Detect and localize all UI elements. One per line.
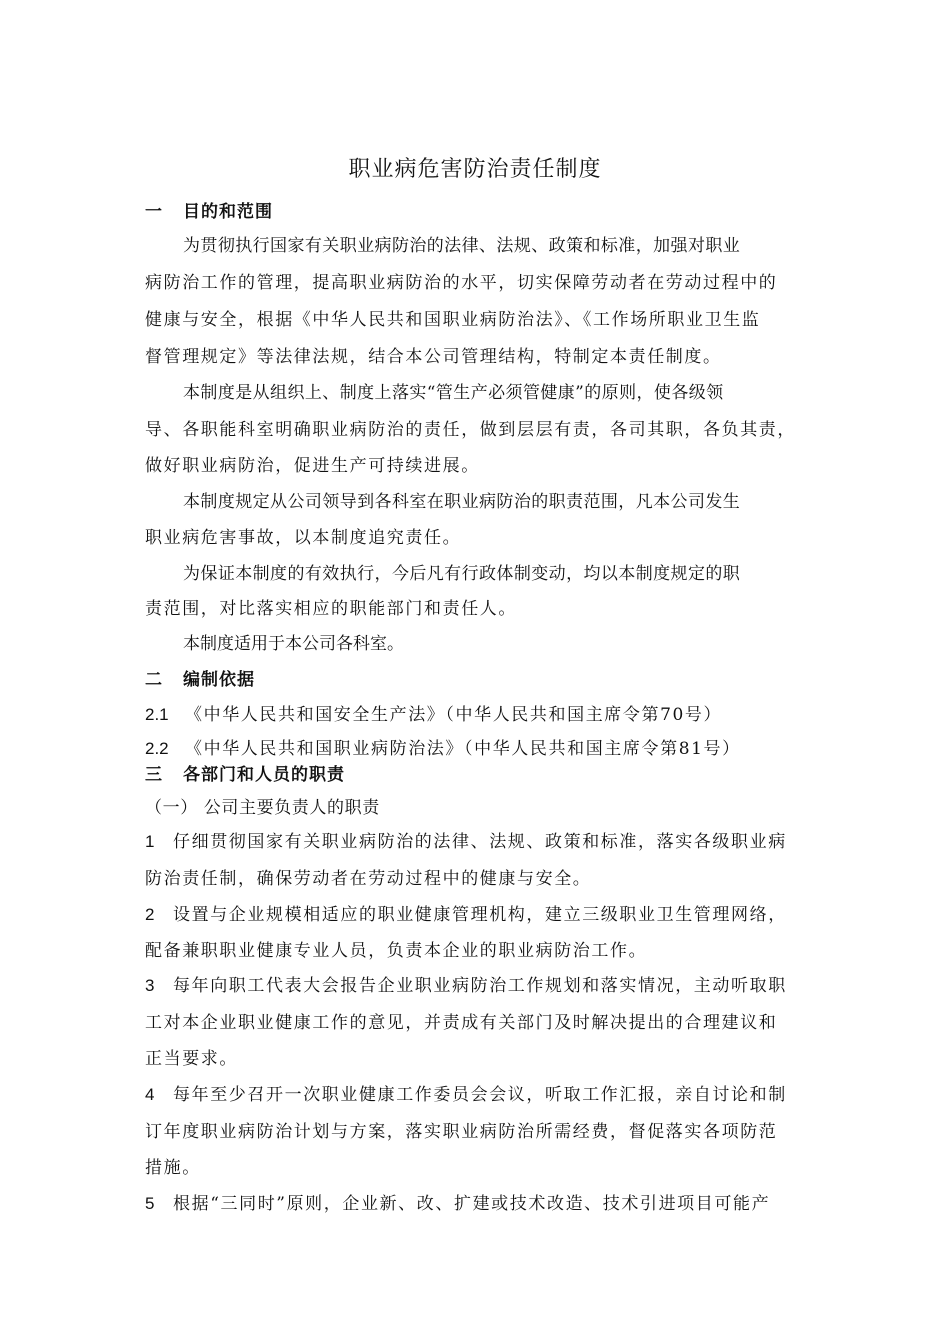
paragraph-line: 本制度规定从公司领导到各科室在职业病防治的职责范围，凡本公司发生 <box>183 492 741 512</box>
list-item <box>145 1193 835 1215</box>
paragraph-line: 职业病危害事故，以本制度追究责任。 <box>145 528 462 548</box>
list-item <box>145 1084 835 1106</box>
item-text: 仔细贯彻国家有关职业病防治的法律、法规、政策和标准，落实各级职业病 <box>173 832 787 852</box>
list-item <box>145 975 835 997</box>
list-item <box>145 738 835 760</box>
section-heading <box>145 764 835 786</box>
list-item <box>145 904 835 926</box>
paragraph-line: 为贯彻执行国家有关职业病防治的法律、法规、政策和标准，加强对职业 <box>183 236 741 256</box>
paragraph-line: 订年度职业病防治计划与方案，落实职业病防治所需经费，督促落实各项防范 <box>145 1122 778 1142</box>
item-number: 5 <box>145 1194 155 1213</box>
paragraph-line: 做好职业病防治，促进生产可持续进展。 <box>145 456 480 476</box>
item-number: 2 <box>145 905 155 924</box>
paragraph-line: 工对本企业职业健康工作的意见，并责成有关部门及时解决提出的合理建议和 <box>145 1013 778 1033</box>
paragraph-line: 措施。 <box>145 1158 201 1178</box>
item-text: 每年向职工代表大会报告企业职业病防治工作规划和落实情况，主动听取职 <box>173 976 787 996</box>
section-title: 各部门和人员的职责 <box>183 765 345 785</box>
item-text: 《中华人民共和国职业病防治法》（中华人民共和国主席令第81号） <box>185 739 741 759</box>
paragraph-line: 督管理规定》等法律法规，结合本公司管理结构，特制定本责任制度。 <box>145 347 722 367</box>
section-heading <box>145 201 835 223</box>
section-title: 编制依据 <box>183 670 255 690</box>
paragraph-line: 为保证本制度的有效执行，今后凡有行政体制变动，均以本制度规定的职 <box>183 564 741 584</box>
section-number: 三 <box>145 765 163 785</box>
item-number: 4 <box>145 1085 155 1104</box>
paragraph-line: 防治责任制，确保劳动者在劳动过程中的健康与安全。 <box>145 869 592 889</box>
list-item <box>145 831 835 853</box>
section-number: 二 <box>145 670 163 690</box>
item-text: 根据“三同时”原则，企业新、改、扩建或技术改造、技术引进项目可能产 <box>173 1194 771 1214</box>
section-title: 目的和范围 <box>183 202 273 222</box>
subsection-heading: （一） 公司主要负责人的职责 <box>145 798 380 818</box>
item-number: 2.2 <box>145 739 169 758</box>
section-heading <box>145 669 835 691</box>
list-item <box>145 704 835 726</box>
paragraph-line: 健康与安全，根据《中华人民共和国职业病防治法》、《工作场所职业卫生监 <box>145 310 761 330</box>
item-number: 3 <box>145 976 155 995</box>
item-text: 《中华人民共和国安全生产法》（中华人民共和国主席令第70号） <box>185 705 723 725</box>
item-text: 设置与企业规模相适应的职业健康管理机构，建立三级职业卫生管理网络， <box>173 905 787 925</box>
item-number: 1 <box>145 832 155 851</box>
item-text: 每年至少召开一次职业健康工作委员会会议，听取工作汇报，亲自讨论和制 <box>173 1085 787 1105</box>
paragraph-line: 正当要求。 <box>145 1049 238 1069</box>
section-number: 一 <box>145 202 163 222</box>
item-number: 2.1 <box>145 705 169 724</box>
paragraph-line: 病防治工作的管理，提高职业病防治的水平，切实保障劳动者在劳动过程中的 <box>145 273 778 293</box>
paragraph-line: 责范围，对比落实相应的职能部门和责任人。 <box>145 599 517 619</box>
paragraph-line: 本制度适用于本公司各科室。 <box>183 634 404 654</box>
paragraph-line: 导、各职能科室明确职业病防治的责任，做到层层有责，各司其职，各负其责， <box>145 420 796 440</box>
paragraph-line: 本制度是从组织上、制度上落实“管生产必须管健康”的原则，使各级领 <box>183 383 724 403</box>
paragraph-line: 配备兼职职业健康专业人员，负责本企业的职业病防治工作。 <box>145 941 648 961</box>
document-title: 职业病危害防治责任制度 <box>348 157 602 182</box>
